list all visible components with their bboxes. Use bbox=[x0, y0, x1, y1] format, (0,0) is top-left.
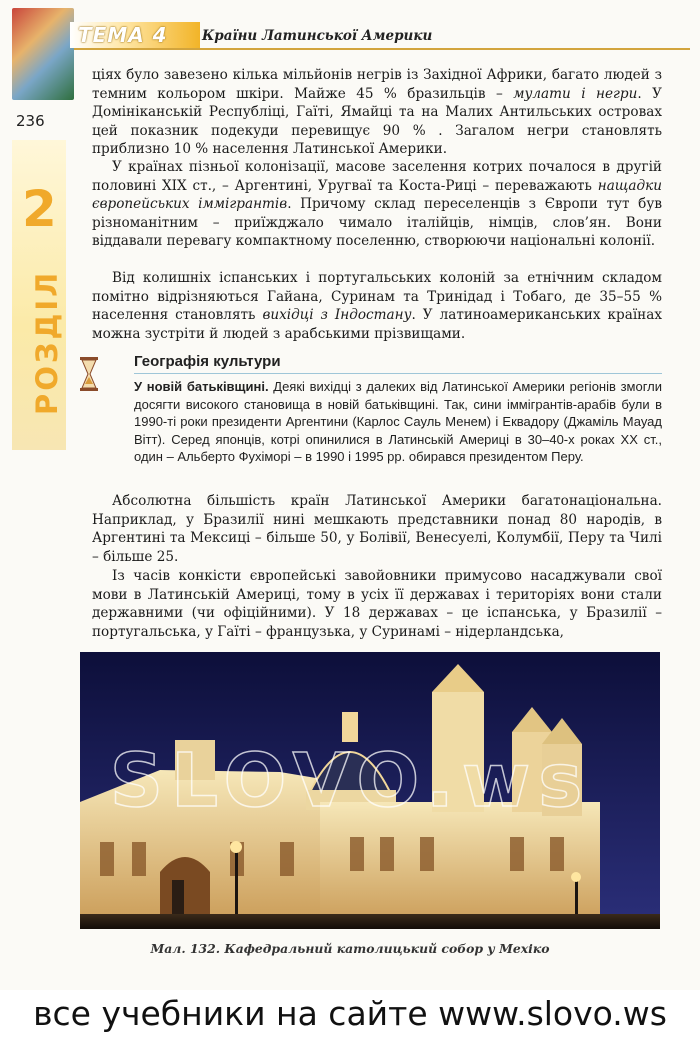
paragraph-4: Абсолютна більшість країн Латинської Америки багатонаціональна. Наприклад, у Бразилії нині мешкають представники понад 80 народів, в Аргентині та Мексиці – більше 50, у Болівії, Венесуелі, Колумбії, Перу та Чилі – більше 25. bbox=[92, 493, 662, 565]
culture-box-lead: У новій батьківщині. bbox=[134, 379, 269, 394]
figure-caption: Мал. 132. Кафедральний католицький собор у Мехіко bbox=[150, 941, 550, 956]
culture-box-text: У новій батьківщині. Деякі вихідці з далеких від Латинської Америки регіонів змогли досягти високого становища в новій батьківщині. Так, сини іммігрантів-арабів були в 1990-ті роки президенти Аргентини (Карлос Сауль Менем) і Еквадору (Джаміль Мауад Вітт). Серед японців, котрі опинилися в Латинській Америці в 30–40-х роках XX ст., один – Альберто Фухіморі – в 1990 і 1995 рр. обирався президентом Перу. bbox=[134, 379, 663, 465]
photo-watermark: SLOVO.ws bbox=[109, 738, 591, 824]
paragraph-3: Від колишніх іспанських і португальських колоній за етнічним складом помітно відрізняються Гайана, Суринам та Тринідад і Тобаго, де 35–55 % населення становлять вихідці з Індостану. У латиноамериканських країнах можна зустріти й людей з арабськими прізвищами. bbox=[92, 270, 662, 342]
paragraph-2: У країнах пізньої колонізації, масове заселення котрих почалося в другій половині XIX ст., – Аргентині, Уругваї та Коста-Риці – переважають нащадки європейських іммігрантів. Причому склад переселенців з Європи тут був різноманітним – приїжджало чимало італійців, німців, слов’ян. Вони віддавали перевагу компактному поселенню, створюючи національні колонії. bbox=[92, 159, 662, 250]
emphasis: нащадки європейських іммігрантів bbox=[92, 177, 662, 213]
section-number: 2 bbox=[22, 180, 57, 238]
topic-badge: ТЕМА 4 bbox=[70, 22, 200, 48]
paragraph-1: ціях було завезено кілька мільйонів негрів із Західної Африки, багато людей з темним кольором шкіри. Майже 45 % бразильців – мулати і негри. У Домініканській Республіці, Гаїті, Ямайці та на Малих Антильських островах цей показник подекуди перевищує 90 % . Загалом негри становлять приблизно 10 % населення Латинської Америки. bbox=[92, 67, 662, 158]
hourglass-icon bbox=[79, 357, 99, 391]
header-photo bbox=[12, 8, 74, 100]
emphasis: мулати і негри bbox=[513, 85, 638, 102]
culture-box-title: Географія культури bbox=[134, 353, 281, 370]
footer-banner: все учебники на сайте www.slovo.ws bbox=[0, 990, 700, 1037]
topic-title: Країни Латинської Америки bbox=[202, 28, 433, 44]
paragraph-5: Із часів конкісти європейські завойовники примусово насаджували свої мови в Латинській Америці, тому в усіх її державах і територіях вони стали державними (чи офіційними). У 18 державах – це іспанська, у Бразилії – португальська, у Гаїті – французька, у Суринамі – нідерландська, bbox=[92, 568, 662, 640]
section-label: РОЗДІЛ bbox=[30, 269, 64, 415]
culture-box-rule bbox=[134, 373, 662, 374]
page-number: 236 bbox=[16, 112, 45, 130]
emphasis: вихідці з Індостану bbox=[262, 307, 412, 324]
